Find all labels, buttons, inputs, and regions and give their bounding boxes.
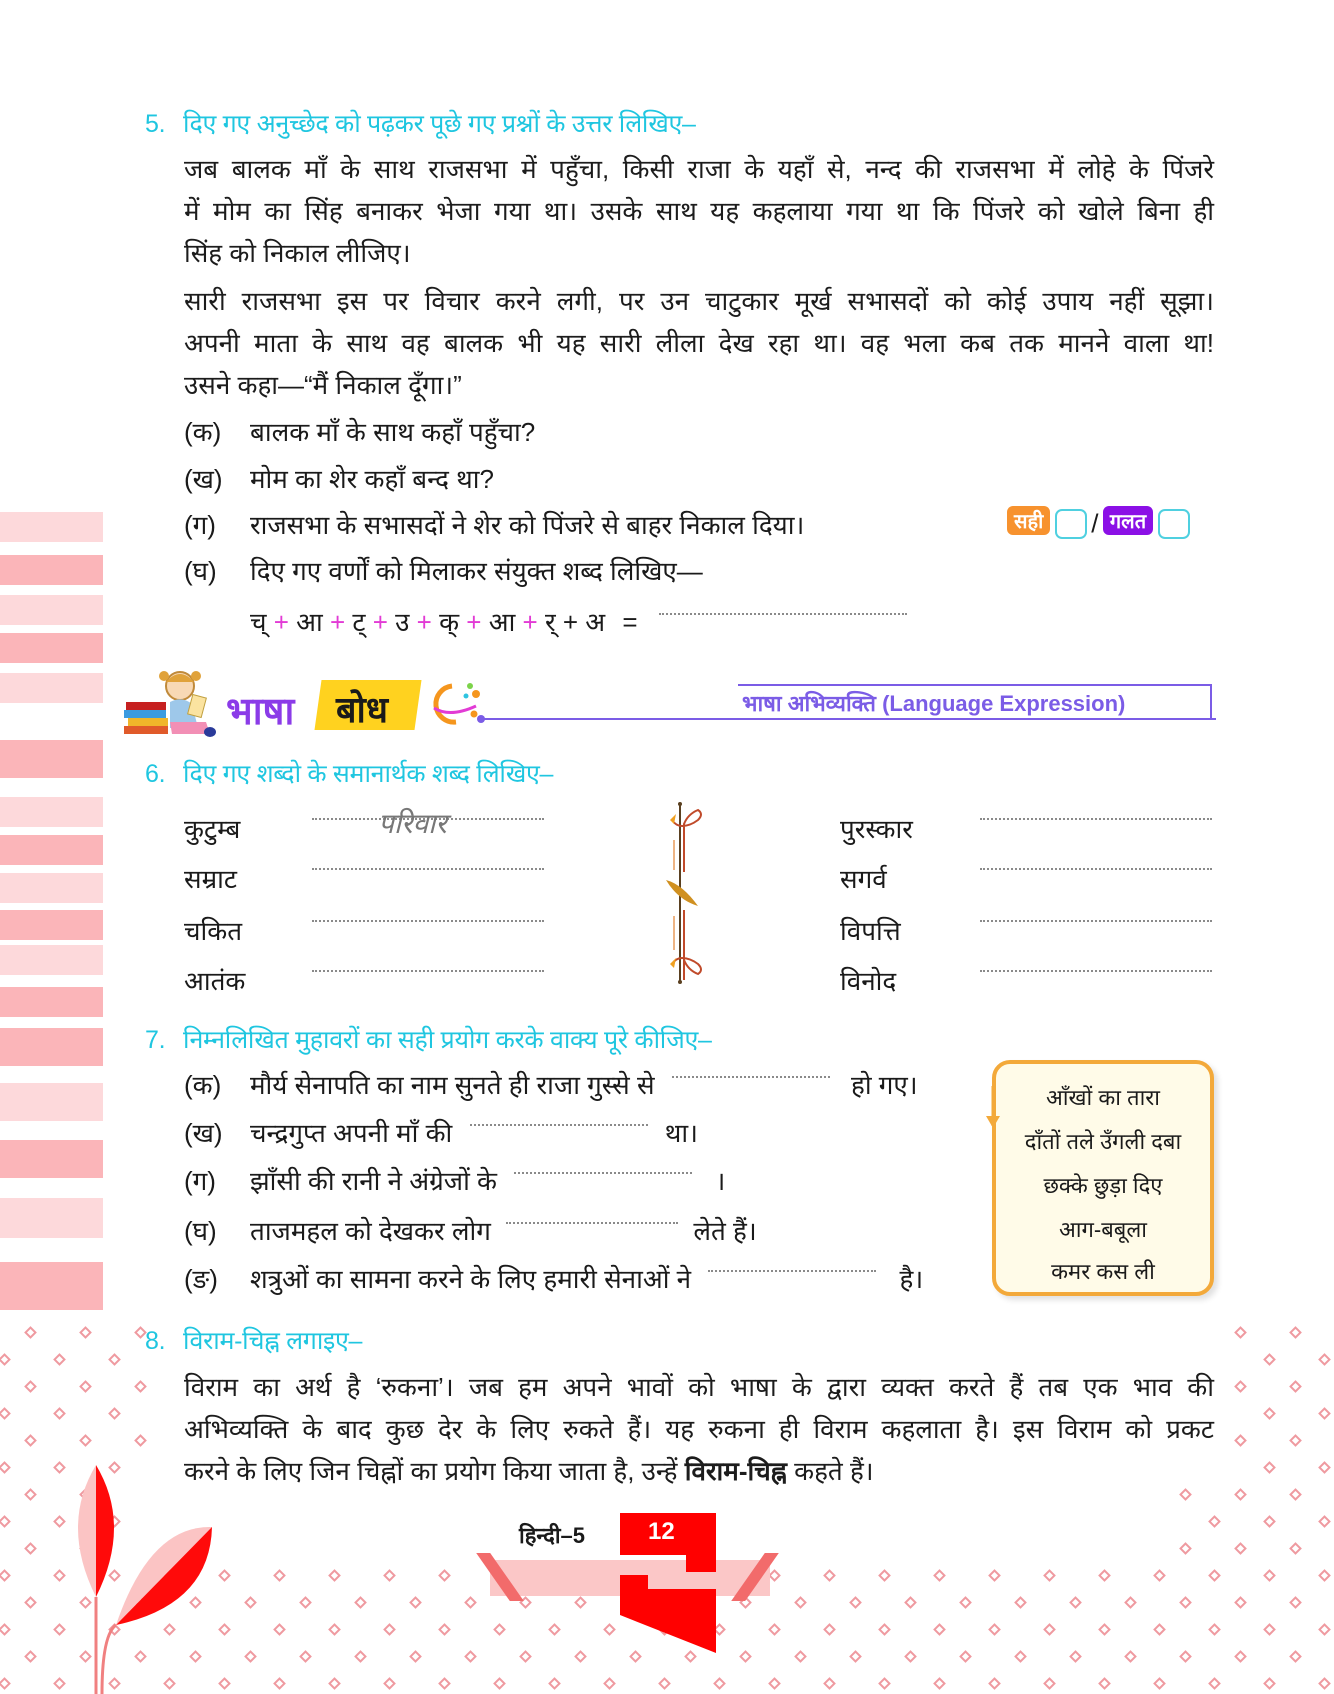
item-label: (ङ) [184, 1264, 218, 1294]
diamond-dot [1289, 1542, 1302, 1555]
banner-title-part1: भाषा [226, 691, 295, 733]
diamond-dot [273, 1677, 286, 1690]
question-5-heading [145, 106, 696, 140]
diamond-dot [1263, 1515, 1276, 1528]
diamond-dot [273, 1569, 286, 1582]
diamond-dot [1318, 1623, 1331, 1636]
paragraph-line: अपनी माता के साथ वह बालक भी यह सारी लीला देख रहा था। वह भला कब तक मानने वाला था! [184, 328, 1214, 358]
diamond-dot [53, 1515, 66, 1528]
diamond-dot [409, 1596, 422, 1609]
diamond-dot [1098, 1623, 1111, 1636]
diamond-dot [933, 1569, 946, 1582]
question-item [184, 413, 535, 449]
sentence-after: है। [899, 1264, 924, 1294]
synonym-word: विपत्ति [840, 916, 901, 946]
diamond-dot [1289, 1326, 1302, 1339]
diamond-dot [24, 1326, 37, 1339]
diamond-dot [1289, 1650, 1302, 1663]
book-title: हिन्दी–5 [519, 1523, 586, 1548]
diamond-dot [1043, 1623, 1056, 1636]
answer-blank[interactable] [980, 868, 1212, 870]
synonym-word: आतंक [184, 966, 246, 996]
plus-sign: + [416, 607, 432, 637]
diamond-dot [1014, 1596, 1027, 1609]
bold-term: विराम-चिह्न [684, 1456, 787, 1486]
letter-formula [250, 603, 907, 639]
diamond-dot [1234, 1434, 1247, 1447]
answer-blank[interactable] [514, 1162, 692, 1174]
diamond-dot [383, 1677, 396, 1690]
letter: अ [585, 607, 606, 637]
diamond-dot [1179, 1650, 1192, 1663]
sentence-before: शत्रुओं का सामना करने के लिए हमारी सेनाओं ने [250, 1264, 692, 1294]
plus-sign: + [562, 607, 578, 637]
diamond-dot [493, 1623, 506, 1636]
diamond-dot [0, 1461, 11, 1474]
diamond-dot [244, 1596, 257, 1609]
item-label: (क) [184, 1070, 222, 1100]
diamond-dot [134, 1434, 147, 1447]
diamond-dot [794, 1596, 807, 1609]
diamond-dot [438, 1623, 451, 1636]
letter: उ [395, 607, 410, 637]
diamond-dot [849, 1650, 862, 1663]
diamond-dot [959, 1650, 972, 1663]
diamond-dot [1208, 1623, 1221, 1636]
diamond-dot [218, 1623, 231, 1636]
synonym-word: चकित [184, 916, 243, 946]
diamond-dot [354, 1650, 367, 1663]
diamond-dot [794, 1650, 807, 1663]
synonym-word: विनोद [840, 966, 897, 996]
diamond-dot [0, 1353, 11, 1366]
diamond-dot [218, 1569, 231, 1582]
idiom-option: छक्के छुड़ा दिए [1043, 1173, 1163, 1198]
decor-strip [0, 1262, 103, 1310]
idiom-option: आँखों का तारा [1046, 1085, 1160, 1110]
decor-strip [0, 910, 103, 940]
diamond-dot [53, 1353, 66, 1366]
synonym-word: कुटुम्ब [184, 814, 241, 844]
question-text: दिए गए अनुच्छेद को पढ़कर पूछे गए प्रश्नों के उत्तर लिखिए– [183, 110, 696, 138]
answer-blank[interactable] [659, 603, 907, 615]
diamond-dot [878, 1569, 891, 1582]
item-label: (ग) [184, 1166, 216, 1196]
paragraph-line: उसने कहा—“मैं निकाल दूँगा।” [184, 370, 462, 400]
sentence-after: था। [664, 1118, 698, 1148]
sentence-item [184, 1260, 923, 1296]
diamond-dot [1179, 1542, 1192, 1555]
diamond-dot [438, 1677, 451, 1690]
separator: / [1091, 508, 1099, 539]
true-badge: सही [1007, 506, 1050, 535]
decor-strip [0, 1198, 103, 1238]
diamond-dot [1208, 1677, 1221, 1690]
diamond-dot [1263, 1569, 1276, 1582]
diamond-dot [1234, 1650, 1247, 1663]
sentence-after: हो गए। [851, 1070, 918, 1100]
item-text: बालक माँ के साथ कहाँ पहुँचा? [250, 417, 536, 447]
answer-blank[interactable] [980, 818, 1212, 820]
diamond-dot [24, 1434, 37, 1447]
diamond-dot [1234, 1488, 1247, 1501]
diamond-dot [574, 1596, 587, 1609]
idiom-option: दाँतों तले उँगली दबा [1024, 1129, 1182, 1154]
diamond-dot [1234, 1380, 1247, 1393]
diamond-dot [218, 1677, 231, 1690]
sentence-before: झाँसी की रानी ने अंग्रेजों के [250, 1166, 498, 1196]
diamond-dot [519, 1650, 532, 1663]
diamond-dot [1263, 1461, 1276, 1474]
diamond-dot [1318, 1353, 1331, 1366]
diamond-dot [0, 1569, 11, 1582]
diamond-dot [0, 1623, 11, 1636]
answer-blank[interactable] [312, 868, 544, 870]
idiom-word-bank [992, 1060, 1214, 1296]
diamond-dot [603, 1677, 616, 1690]
answer-blank[interactable] [672, 1066, 830, 1078]
diamond-dot [1179, 1488, 1192, 1501]
diamond-dot [53, 1677, 66, 1690]
diamond-dot [988, 1677, 1001, 1690]
question-6-heading [145, 756, 553, 790]
diamond-dot [933, 1623, 946, 1636]
decor-strip [0, 673, 103, 703]
diamond-dot [299, 1650, 312, 1663]
diamond-dot [273, 1623, 286, 1636]
answer-blank[interactable] [506, 1212, 678, 1224]
diamond-dot [1179, 1596, 1192, 1609]
question-text: दिए गए शब्दो के समानार्थक शब्द लिखिए– [183, 760, 554, 788]
question-number: 5. [145, 110, 166, 138]
banner-rule-dot [477, 715, 485, 723]
equals-sign: = [622, 607, 638, 637]
paragraph-line: जब बालक माँ के साथ राजसभा में पहुँचा, किसी राजा के यहाँ से, नन्द की राजसभा में लोहे के पिंजरे [184, 154, 1214, 184]
answer-blank[interactable] [980, 920, 1212, 922]
diamond-dot [988, 1569, 1001, 1582]
diamond-dot [933, 1677, 946, 1690]
diamond-dot [53, 1623, 66, 1636]
diamond-dot [53, 1407, 66, 1420]
diamond-dot [79, 1434, 92, 1447]
item-label: (ख) [184, 464, 223, 494]
diamond-dot [878, 1623, 891, 1636]
diamond-dot [713, 1677, 726, 1690]
diamond-dot [0, 1407, 11, 1420]
diamond-dot [438, 1569, 451, 1582]
diamond-dot [1318, 1515, 1331, 1528]
answer-blank[interactable] [470, 1114, 648, 1126]
decor-strip [0, 1028, 103, 1066]
sentence-item [184, 1114, 698, 1150]
diamond-dot [574, 1650, 587, 1663]
answer-blank[interactable] [312, 970, 544, 972]
diamond-dot [244, 1650, 257, 1663]
decor-strip [0, 1140, 103, 1178]
sentence-before: मौर्य सेनापति का नाम सुनते ही राजा गुस्से से [250, 1070, 655, 1100]
paragraph-line [184, 1452, 874, 1488]
synonym-word: सम्राट [184, 864, 237, 894]
decor-strip [0, 797, 103, 827]
diamond-dot [1208, 1515, 1221, 1528]
diamond-dot [1098, 1569, 1111, 1582]
false-checkbox[interactable] [1158, 509, 1190, 539]
diamond-dot [108, 1353, 121, 1366]
diamond-dot [1153, 1569, 1166, 1582]
question-number: 6. [145, 760, 166, 788]
sentence-before: चन्द्रगुप्त अपनी माँ की [250, 1118, 453, 1148]
sentence-item [184, 1162, 725, 1198]
diamond-dot [768, 1569, 781, 1582]
item-text: मोम का शेर कहाँ बन्द था? [250, 464, 494, 494]
diamond-dot [739, 1650, 752, 1663]
diamond-dot [1263, 1677, 1276, 1690]
diamond-dot [24, 1650, 37, 1663]
answer-blank[interactable] [980, 970, 1212, 972]
diamond-dot [1318, 1407, 1331, 1420]
text: करने के लिए जिन चिह्नों का प्रयोग किया जाता है, उन्हें [184, 1456, 678, 1486]
item-label: (घ) [184, 556, 217, 586]
paragraph-line: अभिव्यक्ति के बाद कुछ देर के लिए रुकते हैं। यह रुकना ही विराम कहलाता है। इस विराम को प्रकट [184, 1414, 1214, 1444]
question-text: निम्नलिखित मुहावरों का सही प्रयोग करके वाक्य पूरे कीजिए– [183, 1026, 712, 1054]
diamond-dot [53, 1461, 66, 1474]
section-tag: भाषा अभिव्यक्ति (Language Expression) [742, 691, 1126, 716]
diamond-dot [1318, 1569, 1331, 1582]
decor-strip [0, 595, 103, 625]
synonym-word: पुरस्कार [840, 814, 913, 844]
diamond-dot [1318, 1461, 1331, 1474]
diamond-dot [464, 1596, 477, 1609]
question-item [184, 460, 494, 496]
banner-title-part2: बोध [336, 689, 389, 730]
decor-strip [0, 987, 103, 1017]
plus-sign: + [329, 607, 346, 637]
decor-strip [0, 633, 103, 663]
diamond-dot [1098, 1677, 1111, 1690]
false-badge: गलत [1103, 506, 1153, 535]
diamond-dot [548, 1623, 561, 1636]
letter: ट् [352, 607, 366, 637]
decor-strip [0, 512, 103, 542]
diamond-dot [768, 1623, 781, 1636]
answer-blank[interactable] [312, 920, 544, 922]
diamond-dot [1289, 1434, 1302, 1447]
diamond-dot [1043, 1569, 1056, 1582]
diamond-dot [79, 1380, 92, 1393]
sentence-after: । [715, 1166, 726, 1196]
sentence-before: ताजमहल को देखकर लोग [250, 1216, 491, 1246]
decor-strip [0, 1083, 103, 1121]
diamond-dot [383, 1569, 396, 1582]
diamond-dot [988, 1623, 1001, 1636]
diamond-dot [464, 1650, 477, 1663]
item-label: (ग) [184, 510, 216, 540]
paragraph-line: विराम का अर्थ है ‘रुकना’। जब हम अपने भावों को भाषा के द्वारा व्यक्त करते हैं तब एक भाव की [184, 1372, 1214, 1402]
swirl-decoration [420, 678, 482, 730]
idiom-option: कमर कस ली [1051, 1259, 1155, 1284]
item-text: राजसभा के सभासदों ने शेर को पिंजरे से बाहर निकाल दिया। [250, 510, 805, 540]
diamond-dot [354, 1596, 367, 1609]
answer-blank[interactable] [708, 1260, 876, 1272]
sentence-item [184, 1212, 757, 1248]
diamond-dot [603, 1623, 616, 1636]
letter: क् [439, 607, 460, 637]
diamond-dot [409, 1650, 422, 1663]
plus-sign: + [466, 607, 482, 637]
synonym-word: सगर्व [840, 864, 887, 894]
diamond-dot [1234, 1326, 1247, 1339]
question-item [184, 552, 703, 588]
true-checkbox[interactable] [1055, 509, 1087, 539]
true-false-selector [1007, 506, 1190, 539]
diamond-dot [53, 1569, 66, 1582]
leaf-decoration [70, 1465, 220, 1694]
question-number: 8. [145, 1327, 166, 1355]
diamond-dot [1263, 1407, 1276, 1420]
diamond-dot [24, 1488, 37, 1501]
question-8-heading [145, 1323, 362, 1357]
diamond-dot [1234, 1542, 1247, 1555]
decor-strip [0, 945, 103, 975]
sentence-item [184, 1066, 918, 1102]
diamond-dot [328, 1569, 341, 1582]
diamond-dot [1014, 1650, 1027, 1663]
diamond-dot [1043, 1677, 1056, 1690]
diamond-dot [134, 1380, 147, 1393]
diamond-dot [658, 1677, 671, 1690]
diamond-dot [768, 1677, 781, 1690]
diamond-dot [959, 1596, 972, 1609]
decor-strip [0, 835, 103, 865]
diamond-dot [24, 1380, 37, 1393]
diamond-dot [108, 1407, 121, 1420]
diamond-dot [548, 1677, 561, 1690]
question-7-heading [145, 1022, 712, 1056]
item-label: (घ) [184, 1216, 217, 1246]
item-text: दिए गए वर्णों को मिलाकर संयुक्त शब्द लिखिए— [250, 556, 703, 586]
diamond-dot [0, 1515, 11, 1528]
girl-reading-illustration [122, 662, 222, 738]
quill-divider-icon [662, 800, 710, 986]
diamond-dot [1208, 1569, 1221, 1582]
letter: आ [296, 607, 323, 637]
diamond-dot [823, 1677, 836, 1690]
paragraph-line: सिंह को निकाल लीजिए। [184, 238, 411, 268]
diamond-dot [24, 1596, 37, 1609]
diamond-dot [383, 1623, 396, 1636]
diamond-dot [24, 1542, 37, 1555]
diamond-dot [299, 1596, 312, 1609]
diamond-dot [79, 1326, 92, 1339]
diamond-dot [1153, 1623, 1166, 1636]
diamond-dot [1263, 1623, 1276, 1636]
plus-sign: + [522, 607, 538, 637]
letter: आ [488, 607, 516, 637]
item-label: (ख) [184, 1118, 223, 1148]
diamond-dot [823, 1569, 836, 1582]
diamond-dot [1234, 1596, 1247, 1609]
diamond-dot [0, 1677, 11, 1690]
question-text: विराम-चिह्न लगाइए– [183, 1327, 363, 1355]
plus-sign: + [273, 607, 289, 637]
decor-strip [0, 740, 103, 778]
diamond-dot [823, 1623, 836, 1636]
page-number: 12 [648, 1518, 675, 1545]
text: कहते हैं। [794, 1456, 874, 1486]
idiom-option: आग-बबूला [1059, 1217, 1147, 1242]
paragraph-line: सारी राजसभा इस पर विचार करने लगी, पर उन चाटुकार मूर्ख सभासदों को कोई उपाय नहीं सूझा। [184, 286, 1214, 316]
diamond-dot [1318, 1677, 1331, 1690]
plus-sign: + [372, 607, 388, 637]
diamond-dot [849, 1596, 862, 1609]
question-item [184, 506, 804, 542]
item-label: (क) [184, 417, 222, 447]
diamond-dot [1124, 1650, 1137, 1663]
decor-strip [0, 873, 103, 903]
diamond-dot [904, 1650, 917, 1663]
diamond-dot [1289, 1488, 1302, 1501]
question-number: 7. [145, 1026, 166, 1054]
diamond-dot [1124, 1596, 1137, 1609]
diamond-dot [1153, 1677, 1166, 1690]
letter: च् [250, 607, 267, 637]
diamond-dot [1069, 1650, 1082, 1663]
diamond-dot [493, 1677, 506, 1690]
sample-answer: परिवार [378, 807, 447, 840]
letter: र् [544, 607, 556, 637]
decor-strip [0, 555, 103, 585]
diamond-dot [904, 1596, 917, 1609]
diamond-dot [878, 1677, 891, 1690]
diamond-dot [328, 1623, 341, 1636]
diamond-dot [1069, 1596, 1082, 1609]
diamond-dot [1289, 1596, 1302, 1609]
diamond-dot [1289, 1380, 1302, 1393]
diamond-dot [328, 1677, 341, 1690]
sentence-after: लेते हैं। [693, 1216, 757, 1246]
diamond-dot [1263, 1353, 1276, 1366]
paragraph-line: में मोम का सिंह बनाकर भेजा गया था। उसके साथ यह कहलाया गया था कि पिंजरे को खोले बिना ही [184, 196, 1214, 226]
